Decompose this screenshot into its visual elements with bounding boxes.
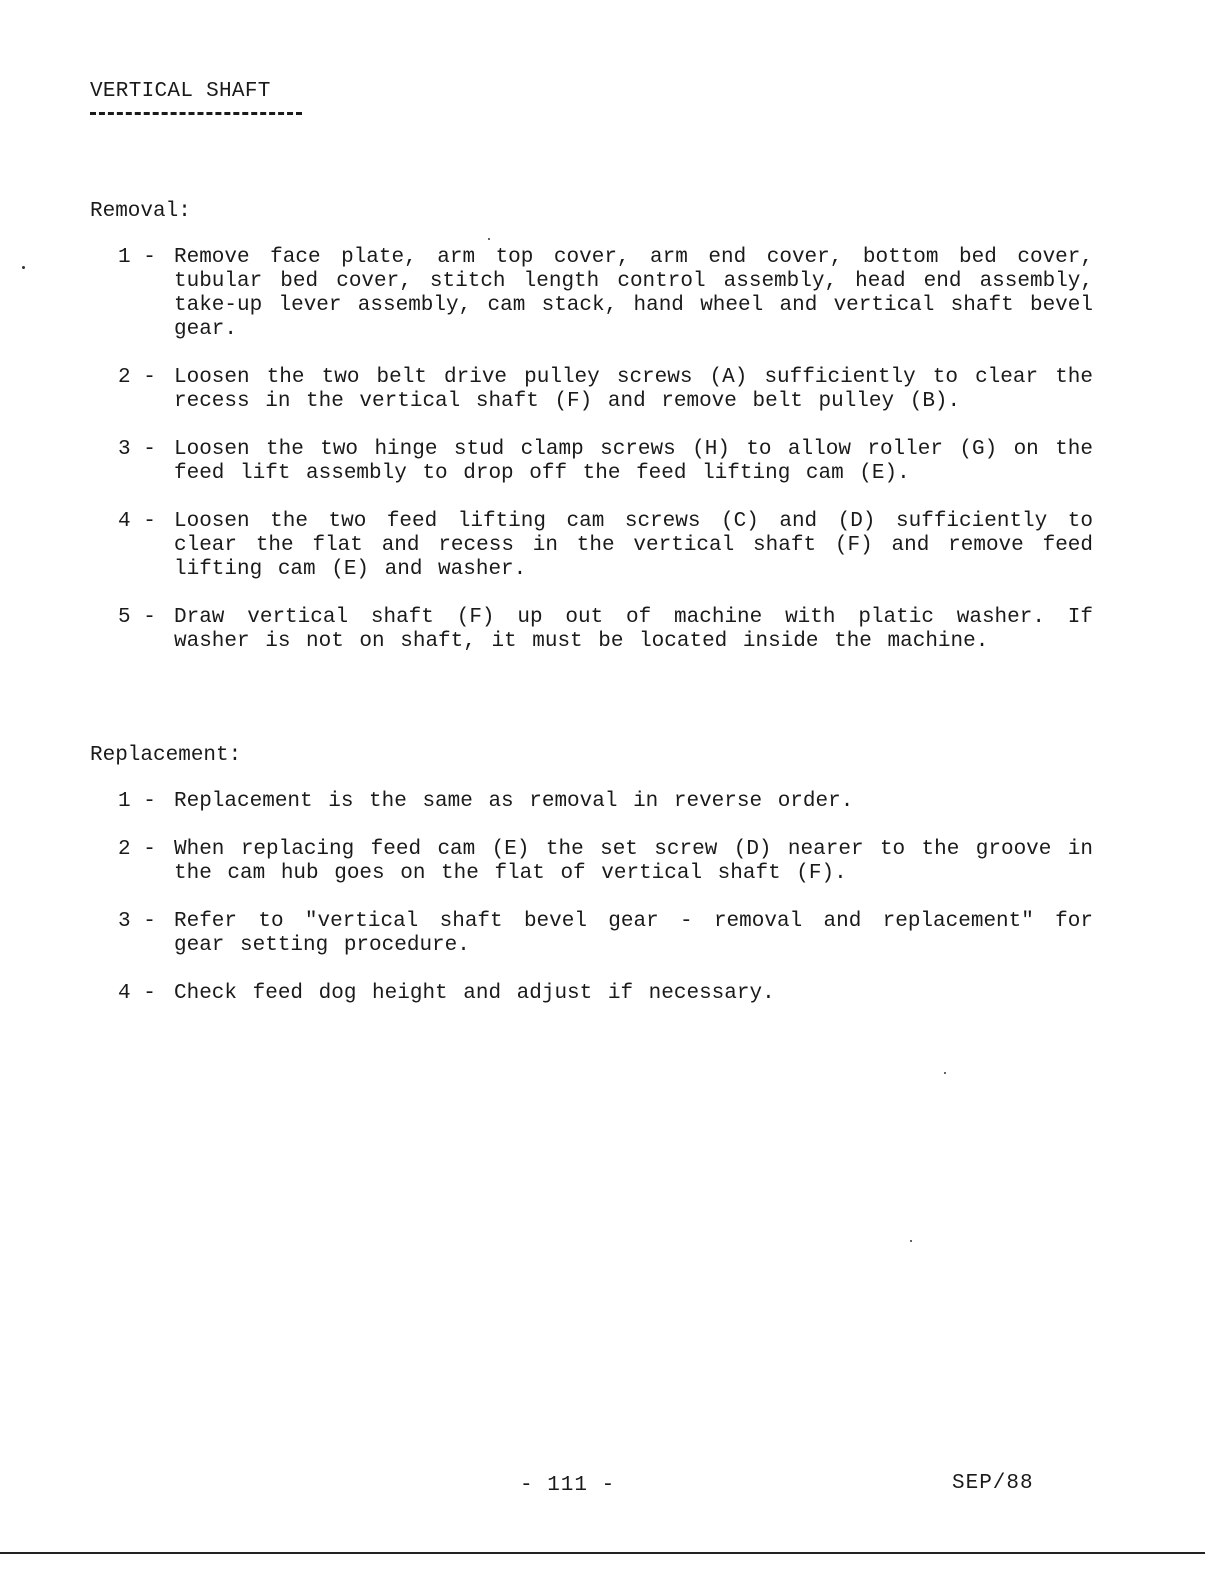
- scan-speck: [488, 238, 490, 240]
- scan-speck: [22, 266, 25, 269]
- step-text: When replacing feed cam (E) the set screw (D) nearer to the groove in the cam hub goes on the flat of vertical shaft (F).: [174, 838, 1093, 885]
- list-item: [118, 606, 1093, 654]
- step-text: Refer to "vertical shaft bevel gear - removal and replacement" for gear setting procedure.: [174, 910, 1093, 957]
- replacement-heading: Replacement:: [90, 744, 242, 767]
- step-number: 2 -: [118, 838, 156, 861]
- list-item: [118, 910, 1093, 958]
- scan-speck: [910, 1240, 912, 1242]
- page-number: - 111 -: [520, 1474, 616, 1497]
- list-item: [118, 982, 1093, 1006]
- step-number: 3 -: [118, 438, 156, 461]
- page-title: VERTICAL SHAFT: [90, 80, 271, 103]
- scan-speck: [944, 1072, 946, 1074]
- step-text: Loosen the two belt drive pulley screws (A) sufficiently to clear the recess in the vertical shaft (F) and remove belt pulley (B).: [174, 366, 1093, 413]
- step-text: Draw vertical shaft (F) up out of machine with platic washer. If washer is not on shaft, it must be located inside the machine.: [174, 606, 1093, 653]
- list-item: [118, 246, 1093, 342]
- list-item: [118, 366, 1093, 414]
- title-underline: [90, 112, 302, 115]
- step-number: 1 -: [118, 246, 156, 269]
- list-item: [118, 838, 1093, 886]
- list-item: [118, 438, 1093, 486]
- list-item: [118, 510, 1093, 582]
- step-number: 3 -: [118, 910, 156, 933]
- step-text: Loosen the two hinge stud clamp screws (H) to allow roller (G) on the feed lift assembly to drop off the feed lifting cam (E).: [174, 438, 1093, 485]
- bottom-rule: [0, 1552, 1205, 1554]
- step-number: 5 -: [118, 606, 156, 629]
- step-text: Replacement is the same as removal in reverse order.: [174, 790, 854, 813]
- step-text: Loosen the two feed lifting cam screws (C) and (D) sufficiently to clear the flat and recess in the vertical shaft (F) and remove feed lifting cam (E) and washer.: [174, 510, 1093, 581]
- removal-heading: Removal:: [90, 200, 191, 223]
- step-text: Remove face plate, arm top cover, arm end cover, bottom bed cover, tubular bed cover, stitch length control assembly, head end assembly, take-up lever assembly, cam stack, hand wheel and vertical shaft bevel gear.: [174, 246, 1093, 341]
- step-number: 4 -: [118, 510, 156, 533]
- step-number: 1 -: [118, 790, 156, 813]
- list-item: [118, 790, 1093, 814]
- replacement-steps: [118, 790, 1093, 1030]
- revision-date: SEP/88: [952, 1472, 1034, 1495]
- removal-steps: [118, 246, 1093, 678]
- step-number: 4 -: [118, 982, 156, 1005]
- step-text: Check feed dog height and adjust if necessary.: [174, 982, 775, 1005]
- step-number: 2 -: [118, 366, 156, 389]
